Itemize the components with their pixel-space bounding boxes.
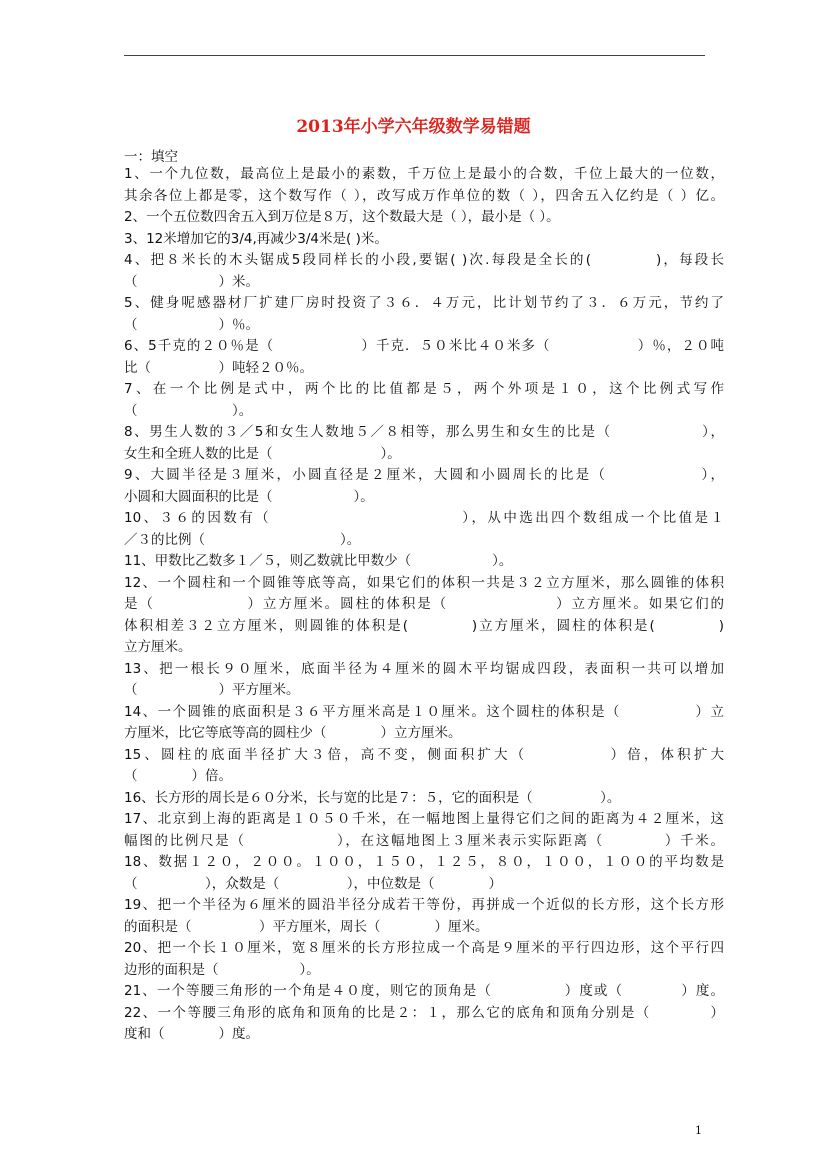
question-line: 17、北京到上海的距离是１０５０千米，在一幅地图上量得它们之间的距离为４２厘米，这: [124, 811, 724, 827]
question-line: 6、5千克的２０％是（ ）千克．５０米比４０米多（ ）％，２０吨: [124, 338, 724, 354]
question-line: 12、一个圆柱和一个圆锥等底等高，如果它们的体积一共是３２立方厘米，那么圆锥的体积: [124, 574, 724, 591]
question-line: （ ）平方厘米。: [124, 682, 300, 698]
question-line: 11、甲数比乙数多１／５，则乙数就比甲数少（ ）。: [124, 553, 513, 569]
header-rule: [124, 55, 705, 56]
question-line: 3、12米增加它的3/4,再减少3/4米是( )米。: [124, 230, 388, 247]
question-line: 女生和全班人数的比是（ ）。: [124, 445, 401, 462]
question-line: 1、一个九位数，最高位上是最小的素数，千万位上是最小的合数，千位上最大的一位数，: [124, 166, 724, 182]
question-line: 比（ ）吨轻２０％。: [124, 359, 313, 376]
section-heading: 一：填空: [124, 149, 178, 165]
question-line: （ ）。: [124, 402, 253, 419]
question-line: 的面积是（ ）平方厘米，周长（ ）厘米。: [124, 918, 489, 935]
question-line: 18、数据１２０，２００。１００，１５０，１２５，８０，１００，１００的平均数是: [124, 854, 724, 870]
question-line: 边形的面积是（ ）。: [124, 961, 320, 978]
question-line: 20、把一个长１０厘米，宽８厘米的长方形拉成一个高是９厘米的平行四边形，这个平行四: [124, 940, 724, 956]
question-line: 方厘米，比它等底等高的圆柱少（ ）立方厘米。: [124, 725, 462, 741]
question-line: 其余各位上都是零，这个数写作（ ），改写成万作单位的数（ ），四舍五入亿约是（ ）亿。: [124, 187, 724, 204]
question-line: 13、把一根长９０厘米，底面半径为４厘米的圆木平均锯成四段，表面积一共可以增加: [124, 660, 724, 677]
question-line: 22、一个等腰三角形的底角和顶角的比是２：１，那么它的底角和顶角分别是（ ）: [124, 1004, 724, 1021]
question-line: 度和（ ）度。: [124, 1026, 259, 1042]
question-list: [124, 164, 724, 1046]
question-line: 9、大圆半径是３厘米，小圆直径是２厘米，大圆和小圆周长的比是（ ），: [124, 467, 724, 483]
question-line: 15、圆柱的底面半径扩大３倍，高不变，侧面积扩大（ ）倍，体积扩大: [124, 746, 724, 763]
question-line: 幅图的比例尺是（ ），在这幅地图上３厘米表示实际距离（ ）千米。: [124, 832, 724, 849]
question-line: （ ）米。: [124, 273, 259, 290]
question-line: 10、３６的因数有（ ），从中选出四个数组成一个比值是１: [124, 510, 724, 526]
question-line: （ ）％。: [124, 316, 259, 333]
question-line: 小圆和大圆面积的比是（ ）。: [124, 488, 374, 505]
question-line: 7、在一个比例是式中，两个比的比值都是５，两个外项是１０，这个比例式写作: [124, 381, 724, 397]
page-number: 1: [695, 1124, 702, 1137]
question-line: 体积相差３２立方厘米，则圆锥的体积是( )立方厘米，圆柱的体积是( ): [124, 617, 724, 634]
question-line: 4、把８米长的木头锯成5段同样长的小段,要锯( )次.每段是全长的( )，每段长: [124, 252, 724, 268]
question-line: 16、长方形的周长是６０分米，长与宽的比是７：５，它的面积是（ ）。: [124, 789, 621, 806]
question-line: 8、男生人数的３／5和女生人数地５／８相等，那么男生和女生的比是（ ），: [124, 424, 724, 440]
question-line: 5、健身呢感器材厂扩建厂房时投资了３６．４万元，比计划节约了３．６万元，节约了: [124, 295, 724, 311]
question-line: 21、一个等腰三角形的一个角是４０度，则它的顶角是（ ）度或（ ）度。: [124, 983, 724, 999]
question-line: 立方厘米。: [124, 639, 192, 655]
question-line: 2、一个五位数四舍五入到万位是８万，这个数最大是（ ），最小是（ ）。: [124, 209, 560, 225]
question-line: 是（ ）立方厘米。圆柱的体积是（ ）立方厘米。如果它们的: [124, 596, 724, 612]
question-line: 19、把一个半径为６厘米的圆沿半径分成若干等份，再拼成一个近似的长方形，这个长方形: [124, 897, 724, 913]
page-title: 2013年小学六年级数学易错题: [296, 117, 531, 137]
question-line: ／３的比例（ ）。: [124, 531, 361, 548]
question-line: 14、一个圆锥的底面积是３６平方厘米高是１０厘米。这个圆柱的体积是（ ）立: [124, 703, 724, 720]
question-line: （ ），众数是（ ），中位数是（ ）: [124, 875, 502, 892]
question-line: （ ）倍。: [124, 768, 232, 784]
